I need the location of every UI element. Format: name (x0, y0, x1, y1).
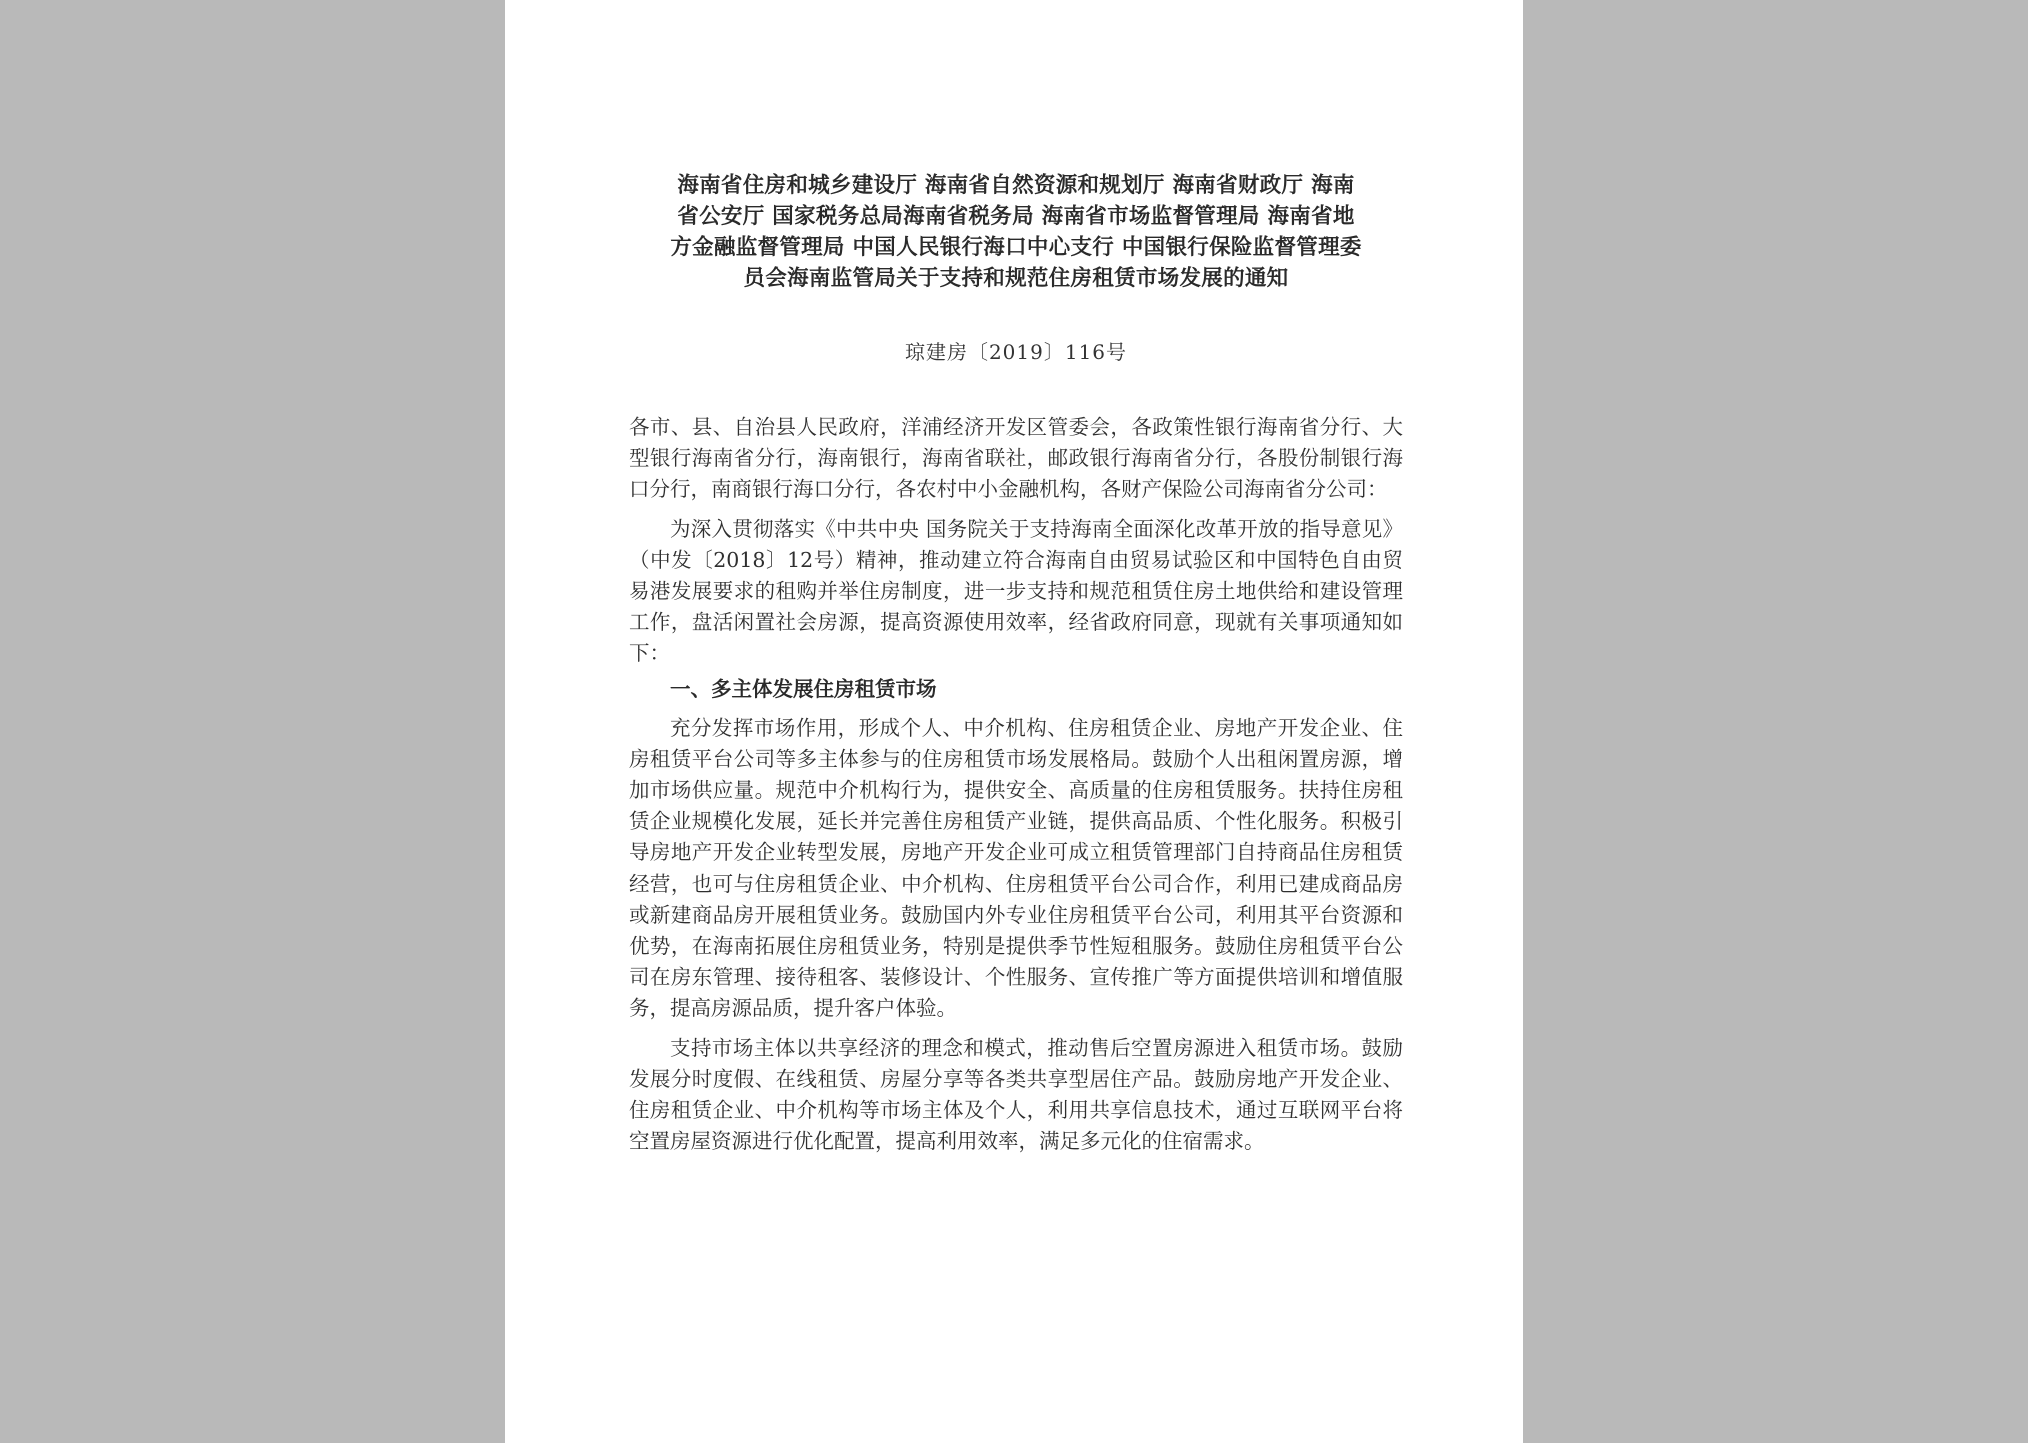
addressee-paragraph: 各市、县、自治县人民政府，洋浦经济开发区管委会，各政策性银行海南省分行、大型银行海南省分行，海南银行，海南省联社，邮政银行海南省分行，各股份制银行海口分行，南商银行海口分行，各农村中小金融机构，各财产保险公司海南省分公司： (629, 415, 1403, 502)
title-line: 员会海南监管局关于支持和规范住房租赁市场发展的通知 (743, 266, 1289, 291)
document-title (629, 170, 1403, 294)
document-page (505, 0, 1523, 1443)
section-heading: 一、多主体发展住房租赁市场 (670, 676, 937, 701)
body-paragraph: 支持市场主体以共享经济的理念和模式，推动售后空置房源进入租赁市场。鼓励发展分时度假、在线租赁、房屋分享等各类共享型居住产品。鼓励房地产开发企业、住房租赁企业、中介机构等市场主体及个人，利用共享信息技术，通过互联网平台将空置房屋资源进行优化配置，提高利用效率，满足多元化的住宿需求。 (629, 1035, 1403, 1154)
intro-paragraph: 为深入贯彻落实《中共中央 国务院关于支持海南全面深化改革开放的指导意见》（中发〔2018〕12号）精神，推动建立符合海南自由贸易试验区和中国特色自由贸易港发展要求的租购并举住房制度，进一步支持和规范租赁住房土地供给和建设管理工作，盘活闲置社会房源，提高资源使用效率，经省政府同意，现就有关事项通知如下： (629, 516, 1403, 666)
body-paragraph: 充分发挥市场作用，形成个人、中介机构、住房租赁企业、房地产开发企业、住房租赁平台公司等多主体参与的住房租赁市场发展格局。鼓励个人出租闲置房源，增加市场供应量。规范中介机构行为，提供安全、高质量的住房租赁服务。扶持住房租赁企业规模化发展，延长并完善住房租赁产业链，提供高品质、个性化服务。积极引导房地产开发企业转型发展，房地产开发企业可成立租赁管理部门自持商品住房租赁经营，也可与住房租赁企业、中介机构、住房租赁平台公司合作，利用已建成商品房或新建商品房开展租赁业务。鼓励国内外专业住房租赁平台公司，利用其平台资源和优势，在海南拓展住房租赁业务，特别是提供季节性短租服务。鼓励住房租赁平台公司在房东管理、接待租客、装修设计、个性服务、宣传推广等方面提供培训和增值服务，提高房源品质，提升客户体验。 (629, 715, 1403, 1021)
title-line: 海南省住房和城乡建设厅 海南省自然资源和规划厅 海南省财政厅 海南 (677, 173, 1355, 198)
title-line: 方金融监督管理局 中国人民银行海口中心支行 中国银行保险监督管理委 (670, 235, 1362, 260)
title-line: 省公安厅 国家税务总局海南省税务局 海南省市场监督管理局 海南省地 (677, 204, 1355, 229)
document-number: 琼建房〔2019〕116号 (904, 340, 1128, 364)
